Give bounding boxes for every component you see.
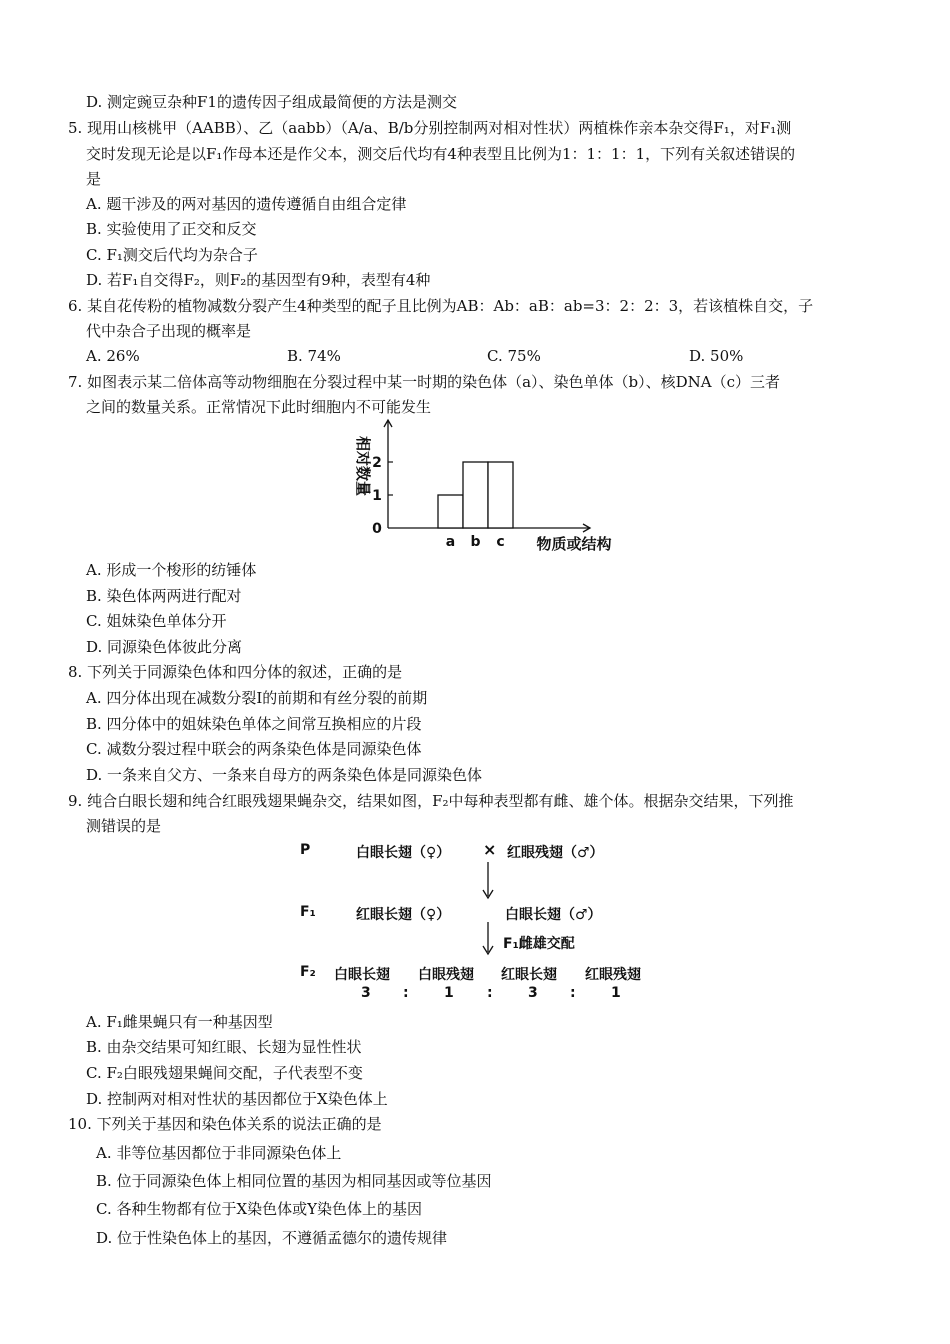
q8-option-c: C. 减数分裂过程中联会的两条染色体是同源染色体 (86, 740, 422, 758)
q9-stem-line2: 测错误的是 (86, 817, 162, 835)
f2-ratio-2: 1 (444, 985, 454, 1001)
q10-stem: 10. 下列关于基因和染色体关系的说法正确的是 (68, 1115, 382, 1133)
cross-symbol: × (483, 840, 497, 859)
f1-male-phenotype: 白眼长翅（♂） (505, 907, 602, 923)
q7-stem-line2: 之间的数量关系。正常情况下此时细胞内不可能发生 (86, 398, 432, 416)
q7-option-a: A. 形成一个梭形的纺锤体 (86, 561, 257, 579)
f2-phenotype-4: 红眼残翅 (585, 967, 641, 983)
f2-phenotype-3: 红眼长翅 (501, 967, 557, 983)
q5-option-c: C. F₁测交后代均为杂合子 (86, 246, 258, 264)
f2-generation-label: F₂ (300, 964, 316, 980)
x-category-label-b: b (470, 534, 481, 550)
q8-option-a: A. 四分体出现在减数分裂Ⅰ的前期和有丝分裂的前期 (86, 689, 428, 707)
q9-option-c: C. F₂白眼残翅果蝇间交配，子代表型不变 (86, 1064, 363, 1082)
q9-stem-line1: 9. 纯合白眼长翅和纯合红眼残翅果蝇杂交，结果如图，F₂中每种表型都有雌、雄个体。根据杂交结果，下列推 (68, 792, 794, 810)
q10-option-a: A. 非等位基因都位于非同源染色体上 (96, 1144, 342, 1162)
p-male-phenotype: 红眼残翅（♂） (507, 845, 604, 861)
y-tick-label-2: 2 (372, 455, 382, 471)
q6-option-d: D. 50% (689, 347, 744, 365)
bar-c (488, 462, 513, 528)
f1-cross-note: F₁雌雄交配 (503, 936, 575, 952)
q7-option-d: D. 同源染色体彼此分离 (86, 638, 243, 656)
q4-option-d: D. 测定豌豆杂种F1的遗传因子组成最简便的方法是测交 (86, 93, 457, 111)
q9-option-a: A. F₁雌果蝇只有一种基因型 (86, 1013, 273, 1031)
q7-stem-line1: 7. 如图表示某二倍体高等动物细胞在分裂过程中某一时期的染色体（a）、染色单体（b）、核DNA（c）三者 (68, 373, 781, 391)
q6-stem-line1: 6. 某自花传粉的植物减数分裂产生4种类型的配子且比例为AB：Ab：aB：ab=3：2：2：3，若该植株自交，子 (68, 297, 814, 315)
q7-option-b: B. 染色体两两进行配对 (86, 587, 242, 605)
q5-option-b: B. 实验使用了正交和反交 (86, 220, 257, 238)
q9-option-b: B. 由杂交结果可知红眼、长翅为显性性状 (86, 1038, 362, 1056)
bar-chart (340, 410, 630, 560)
q5-stem-line3: 是 (86, 170, 102, 188)
arrow-f1-to-f2 (480, 922, 496, 958)
f2-phenotype-1: 白眼长翅 (334, 967, 390, 983)
y-tick-label-0: 0 (372, 521, 382, 537)
f2-ratio-3: 3 (528, 985, 538, 1001)
f1-female-phenotype: 红眼长翅（♀） (356, 907, 451, 923)
f2-ratio-1: 3 (361, 985, 371, 1001)
q8-option-d: D. 一条来自父方、一条来自母方的两条染色体是同源染色体 (86, 766, 483, 784)
q6-option-c: C. 75% (487, 347, 541, 365)
p-female-phenotype: 白眼长翅（♀） (356, 845, 451, 861)
f2-phenotype-2: 白眼残翅 (418, 967, 474, 983)
x-category-label-a: a (445, 534, 456, 550)
bar-a (438, 495, 463, 528)
q6-option-a: A. 26% (86, 347, 140, 365)
x-axis-title: 物质或结构 (536, 535, 612, 553)
bar-b (463, 462, 488, 528)
f1-generation-label: F₁ (300, 904, 316, 920)
f2-ratio-colon-3: : (570, 985, 576, 1001)
q6-option-b: B. 74% (287, 347, 341, 365)
q5-option-d: D. 若F₁自交得F₂，则F₂的基因型有9种，表型有4种 (86, 271, 431, 289)
q10-option-c: C. 各种生物都有位于X染色体或Y染色体上的基因 (96, 1200, 423, 1218)
q9-option-d: D. 控制两对相对性状的基因都位于X染色体上 (86, 1090, 388, 1108)
y-tick-label-1: 1 (372, 488, 382, 504)
q6-stem-line2: 代中杂合子出现的概率是 (86, 322, 252, 340)
q10-option-d: D. 位于性染色体上的基因，不遵循孟德尔的遗传规律 (96, 1229, 448, 1247)
f2-ratio-colon-1: : (403, 985, 409, 1001)
y-axis-title: 相对数量 (354, 435, 372, 497)
q8-stem: 8. 下列关于同源染色体和四分体的叙述，正确的是 (68, 663, 403, 681)
arrow-p-to-f1 (480, 862, 496, 902)
q10-option-b: B. 位于同源染色体上相同位置的基因为相同基因或等位基因 (96, 1172, 492, 1190)
q5-stem-line1: 5. 现用山核桃甲（AABB）、乙（aabb）（A/a、B/b分别控制两对相对性状）两植株作亲本杂交得F₁，对F₁测 (68, 119, 792, 137)
q5-stem-line2: 交时发现无论是以F₁作母本还是作父本，测交后代均有4种表型且比例为1：1：1：1，下列有关叙述错误的 (86, 145, 796, 163)
p-generation-label: P (300, 842, 311, 858)
q8-option-b: B. 四分体中的姐妹染色单体之间常互换相应的片段 (86, 715, 422, 733)
x-category-label-c: c (496, 534, 505, 550)
f2-ratio-colon-2: : (487, 985, 493, 1001)
f2-ratio-4: 1 (611, 985, 621, 1001)
q5-option-a: A. 题干涉及的两对基因的遗传遵循自由组合定律 (86, 195, 407, 213)
q7-option-c: C. 姐妹染色单体分开 (86, 612, 227, 630)
